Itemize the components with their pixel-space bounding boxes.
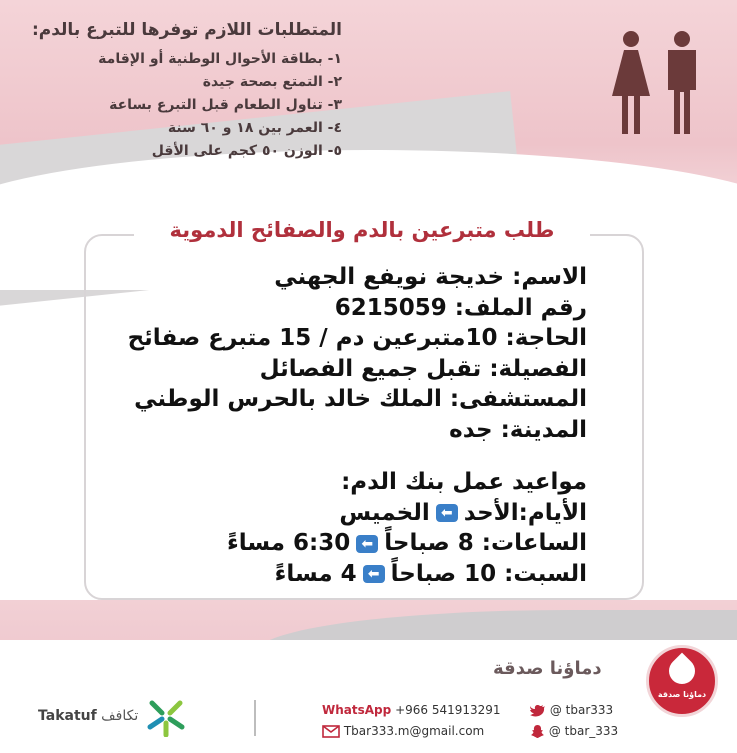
blood-type: الفصيلة: تقبل جميع الفصائل [259, 355, 587, 382]
saturday-to: 4 مساءً [274, 560, 357, 587]
saturday-label: السبت: [504, 560, 587, 587]
snapchat-contact[interactable] [530, 724, 618, 739]
days-from: الأحد [463, 499, 519, 526]
hours-label: الساعات: [481, 530, 587, 556]
mail-icon [322, 725, 340, 738]
whatsapp-number: +966 541913291 [395, 703, 501, 717]
patient-name: الاسم: خديجة نويفع الجهني [274, 264, 587, 290]
schedule-saturday [128, 559, 587, 590]
requirements-list [32, 20, 342, 163]
requirement-item: ٣- تناول الطعام قبل التبرع بساعة [109, 97, 342, 113]
requirement-item: ١- بطاقة الأحوال الوطنية أو الإقامة [98, 51, 342, 67]
email-contact[interactable] [322, 724, 484, 738]
blood-drop-icon [664, 653, 701, 690]
hours-from: 8 صباحاً [384, 530, 474, 556]
requirements-title: المتطلبات اللازم توفرها للتبرع بالدم: [31, 20, 342, 40]
brand-name: دماؤنا صدقة [493, 658, 602, 679]
takatuf-logo [38, 708, 138, 724]
schedule-title: مواعيد عمل بنك الدم: [341, 469, 587, 495]
schedule-days [128, 498, 587, 529]
donor-need: الحاجة: 10متبرعين دم / 15 متبرع صفائح [127, 325, 587, 351]
city: المدينة: جده [449, 416, 587, 443]
requirement-item: ٥- الوزن ٥٠ كجم على الأقل [151, 143, 342, 159]
logo-text: دماؤنا صدقة [657, 690, 707, 699]
arrow-left-icon: ⬅ [363, 565, 385, 583]
email-address: Tbar333.m@gmail.com [343, 724, 485, 738]
request-details [128, 262, 587, 589]
footer-divider [254, 700, 256, 736]
male-female-icon [604, 30, 708, 134]
whatsapp-contact[interactable] [322, 703, 501, 717]
file-number: رقم الملف: 6215059 [334, 294, 587, 321]
arrow-left-icon: ⬅ [436, 504, 458, 522]
whatsapp-label: WhatsApp [322, 703, 392, 717]
blood-drop-logo [646, 645, 718, 717]
twitter-contact[interactable] [530, 703, 613, 717]
schedule-hours [128, 528, 587, 559]
takatuf-arabic: تكافف [101, 708, 139, 724]
days-label: الأيام: [518, 499, 587, 526]
saturday-from: 10 صباحاً [390, 560, 497, 587]
hospital: المستشفى: الملك خالد بالحرس الوطني [134, 386, 587, 412]
twitter-handle: @ tbar333 [549, 703, 614, 717]
arrow-left-icon: ⬅ [356, 535, 378, 553]
snapchat-handle: @ tbar_333 [548, 724, 619, 738]
takatuf-logo-icon [142, 695, 190, 737]
request-title: طلب متبرعين بالدم والصفائح الدموية [134, 214, 590, 246]
twitter-icon [530, 704, 546, 717]
days-to: الخميس [339, 499, 430, 526]
hours-to: 6:30 مساءً [227, 530, 351, 556]
requirement-item: ٢- التمتع بصحة جيدة [202, 74, 342, 90]
snapchat-icon [530, 724, 545, 739]
requirement-item: ٤- العمر بين ١٨ و ٦٠ سنة [167, 120, 342, 136]
takatuf-english: Takatuf [38, 708, 97, 724]
